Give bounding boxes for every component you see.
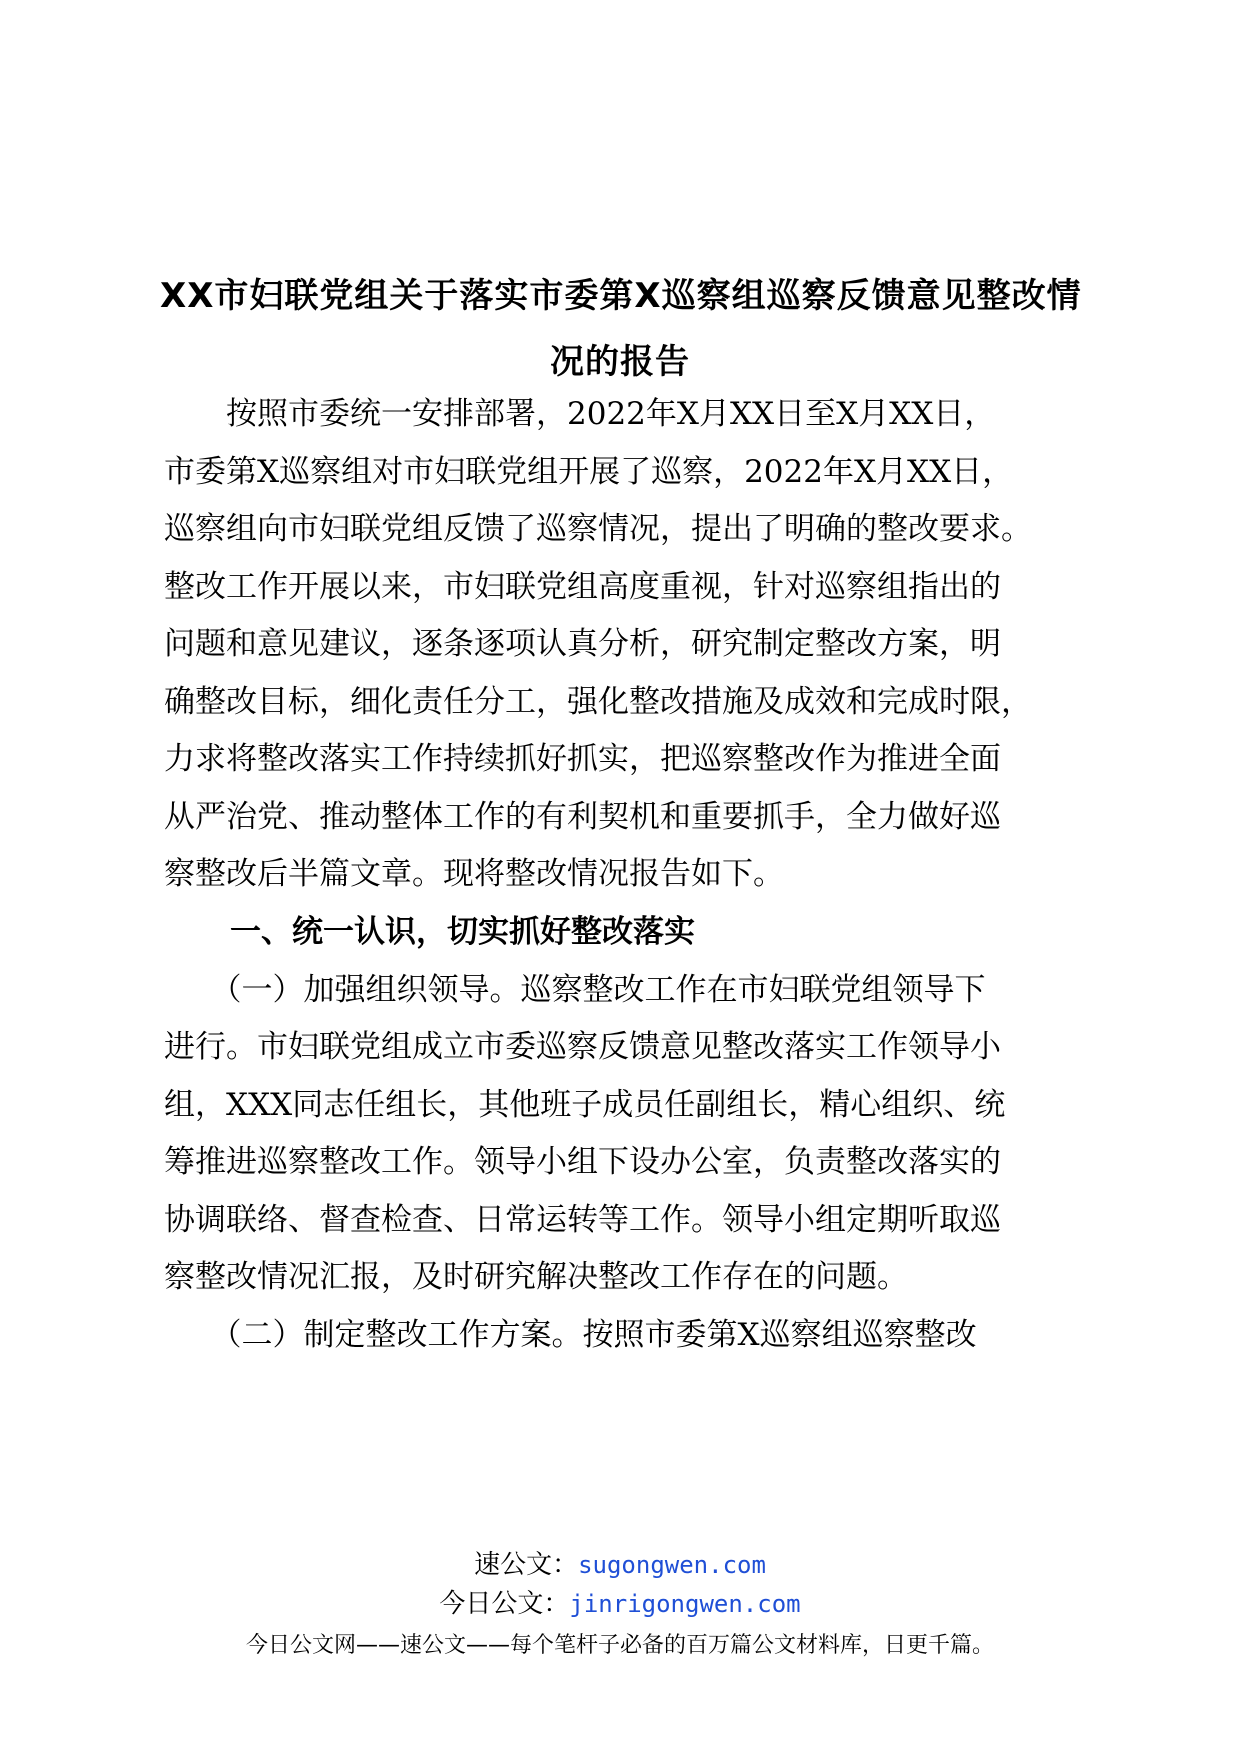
paragraph-line: 从严治党、推动整体工作的有利契机和重要抓手，全力做好巡 xyxy=(164,799,1001,835)
paragraph-line: 进行。市妇联党组成立市委巡察反馈意见整改落实工作领导小 xyxy=(164,1029,1001,1065)
paragraph-line: 筹推进巡察整改工作。领导小组下设办公室，负责整改落实的 xyxy=(164,1144,1001,1180)
paragraph-line: 市委第X巡察组对市妇联党组开展了巡察，2022年X月XX日， xyxy=(164,454,1014,490)
footer-jinrigongwen xyxy=(0,1587,1240,1624)
paragraph-line: 确整改目标，细化责任分工，强化整改措施及成效和完成时限， xyxy=(164,684,1032,720)
paragraph-line: 组，XXX同志任组长，其他班子成员任副组长，精心组织、统 xyxy=(164,1087,1006,1123)
paragraph-line: 协调联络、督查检查、日常运转等工作。领导小组定期听取巡 xyxy=(164,1202,1001,1238)
paragraph-line: 整改工作开展以来，市妇联党组高度重视，针对巡察组指出的 xyxy=(164,569,1001,605)
footer-sugongwen xyxy=(0,1548,1240,1585)
footer-link-jinrigongwen[interactable]: jinrigongwen.com xyxy=(569,1590,801,1618)
paragraph-line: 问题和意见建议，逐条逐项认真分析，研究制定整改方案，明 xyxy=(164,626,1001,662)
paragraph-line: 巡察组向市妇联党组反馈了巡察情况，提出了明确的整改要求。 xyxy=(164,511,1032,547)
paragraph-line: 按照市委统一安排部署，2022年X月XX日至X月XX日， xyxy=(164,396,996,432)
paragraph-line: 力求将整改落实工作持续抓好抓实，把巡察整改作为推进全面 xyxy=(164,741,1001,777)
footer-slogan: 今日公文网——速公文——每个笔杆子必备的百万篇公文材料库，日更千篇。 xyxy=(245,1633,994,1658)
paragraph-line: 察整改后半篇文章。现将整改情况报告如下。 xyxy=(164,856,784,892)
paragraph-line: （二）制定整改工作方案。按照市委第X巡察组巡察整改 xyxy=(164,1317,977,1353)
section-heading: 一、统一认识，切实抓好整改落实 xyxy=(230,914,695,950)
paragraph-line: （一）加强组织领导。巡察整改工作在市妇联党组领导下 xyxy=(164,972,986,1008)
paragraph-line: 察整改情况汇报，及时研究解决整改工作存在的问题。 xyxy=(164,1259,908,1295)
footer-link-sugongwen[interactable]: sugongwen.com xyxy=(578,1551,766,1579)
footer-label: 速公文： xyxy=(474,1550,579,1580)
footer-label: 今日公文： xyxy=(439,1589,570,1619)
document-title-line-2: 况的报告 xyxy=(550,342,690,382)
document-title-line-1: XX市妇联党组关于落实市委第X巡察组巡察反馈意见整改情 xyxy=(160,276,1082,316)
